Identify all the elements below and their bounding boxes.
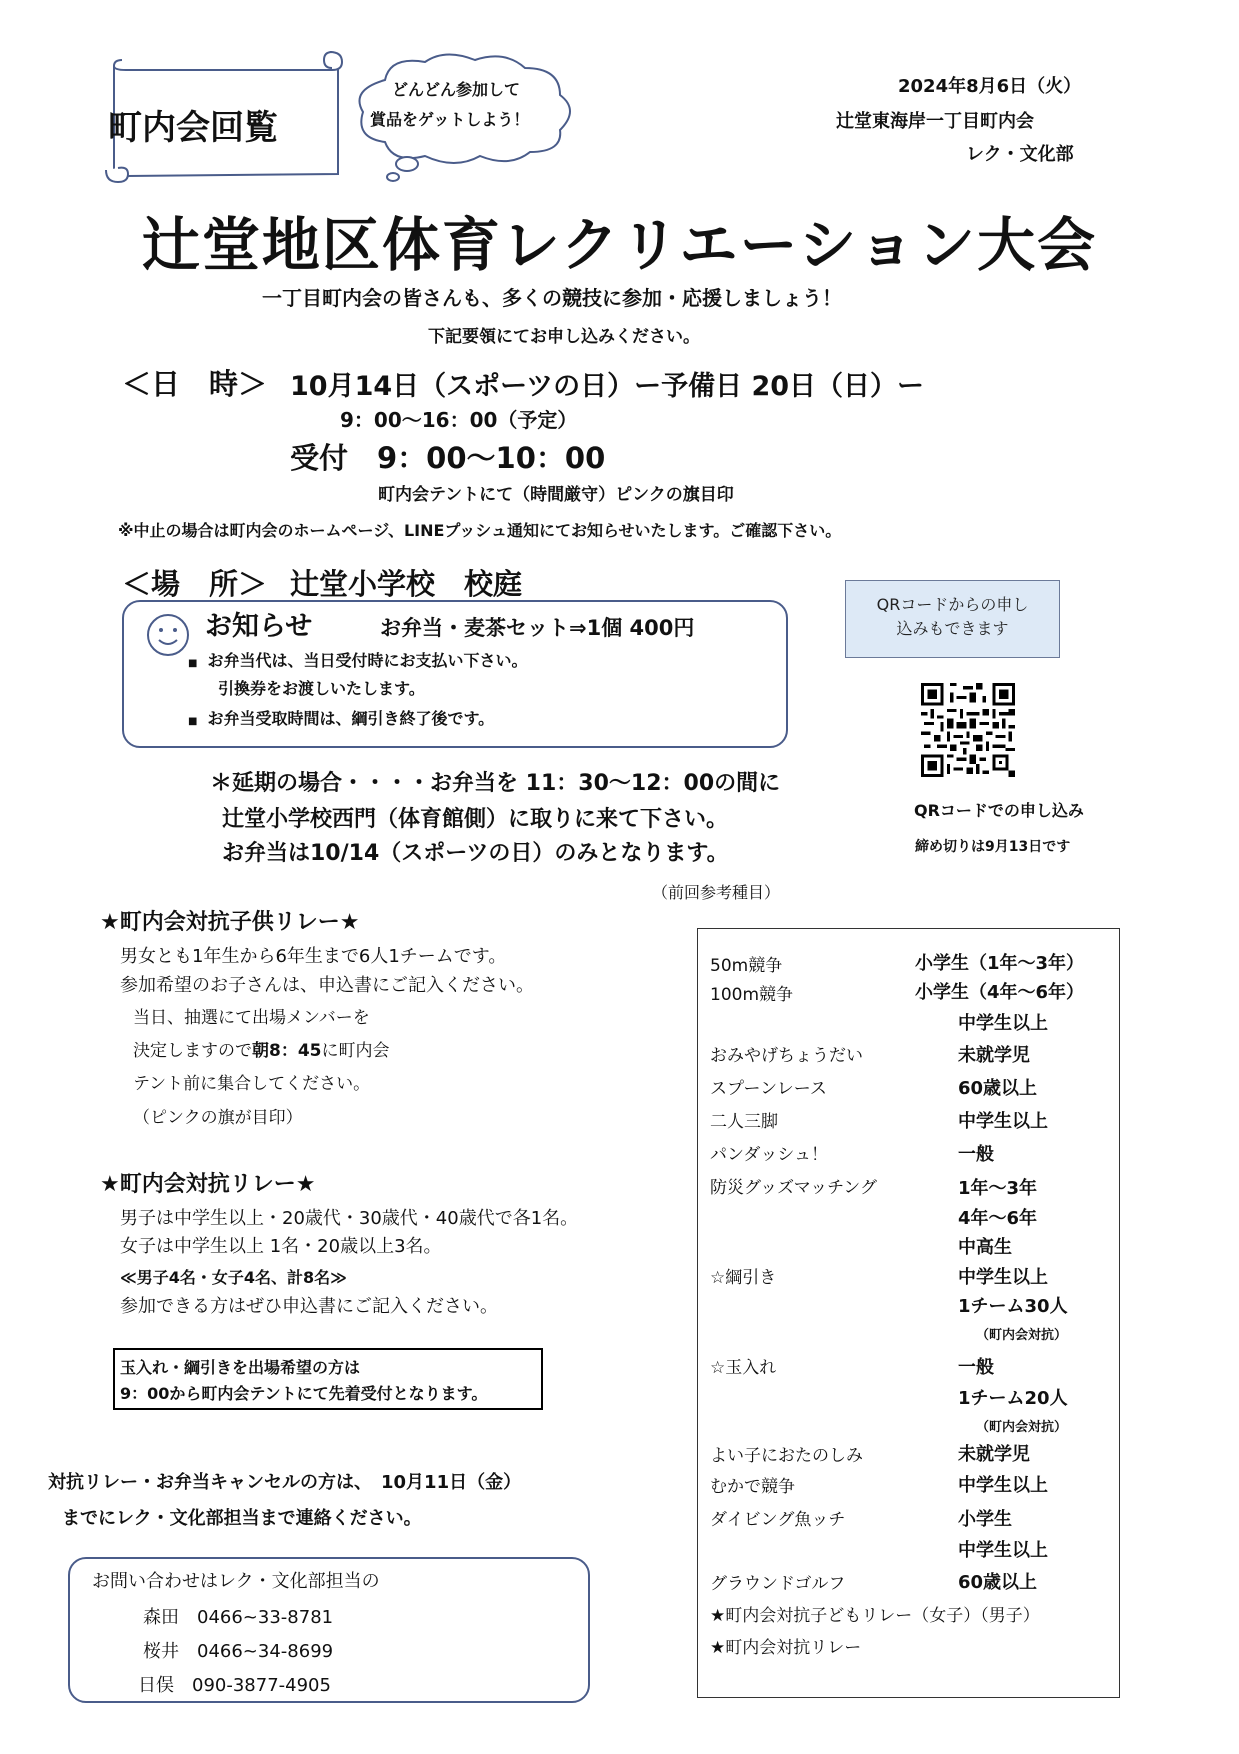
circular-label: 町内会回覧 bbox=[108, 108, 278, 148]
qr-deadline: 締め切りは9月13日です bbox=[915, 839, 1071, 855]
tama-notice-line1: 玉入れ・綱引きを出場希望の方は bbox=[120, 1358, 361, 1377]
event-category: 小学生 bbox=[958, 1509, 1012, 1530]
kids-relay-line6: （ピンクの旗が目印） bbox=[133, 1108, 303, 1128]
event-category: 中学生以上 bbox=[958, 1540, 1048, 1561]
qr-code-icon[interactable] bbox=[921, 683, 1015, 777]
venue-value: 辻堂小学校 校庭 bbox=[290, 567, 523, 601]
event-note: （町内会対抗） bbox=[976, 1420, 1068, 1435]
event-table bbox=[697, 928, 1120, 1698]
schedule-label: ＜日 時＞ bbox=[122, 367, 268, 401]
adult-relay-line2: 女子は中学生以上 1名・20歳以上3名。 bbox=[120, 1236, 442, 1257]
smiley-icon bbox=[145, 612, 191, 658]
bullet-icon: ■ bbox=[188, 716, 198, 727]
page-title: 辻堂地区体育レクリエーション大会 bbox=[141, 211, 1098, 279]
postpone-line2: 辻堂小学校西門（体育館側）に取りに来て下さい。 bbox=[222, 807, 729, 832]
notice-item-1-cont: 引換券をお渡しいたします。 bbox=[218, 679, 425, 698]
organization-name: 辻堂東海岸一丁目町内会 bbox=[836, 111, 1034, 132]
contact-intro: お問い合わせはレク・文化部担当の bbox=[92, 1571, 380, 1592]
schedule-time: 9：00～16：00（予定） bbox=[340, 408, 578, 432]
adult-relay-title: ★町内会対抗リレー★ bbox=[100, 1172, 316, 1197]
department-name: レク・文化部 bbox=[966, 144, 1074, 165]
event-name: ☆玉入れ bbox=[710, 1358, 777, 1378]
event-category: 中学生以上 bbox=[958, 1267, 1048, 1288]
event-category: 一般 bbox=[958, 1144, 994, 1165]
tama-notice-line2: 9：00から町内会テントにて先着受付となります。 bbox=[120, 1384, 488, 1403]
cloud-text-line1: どんどん参加して bbox=[392, 80, 521, 99]
event-category: 1年～3年 bbox=[958, 1178, 1038, 1199]
event-name: 100m競争 bbox=[710, 985, 794, 1005]
event-name: 防災グッズマッチング bbox=[710, 1178, 877, 1198]
kids-relay-title: ★町内会対抗子供リレー★ bbox=[100, 910, 360, 935]
qr-label: QRコードでの申し込み bbox=[914, 801, 1084, 820]
cloud-text-line2: 賞品をゲットしよう！ bbox=[370, 110, 530, 129]
cancel-contact-line2: までにレク・文化部担当まで連絡ください。 bbox=[62, 1508, 422, 1529]
bento-price: お弁当・麦茶セット⇒1個 400円 bbox=[380, 616, 695, 640]
event-name: ダイビング魚ッチ bbox=[710, 1510, 846, 1530]
event-name: パンダッシュ！ bbox=[710, 1145, 828, 1165]
event-category: 4年～6年 bbox=[958, 1208, 1038, 1229]
event-category: 中学生以上 bbox=[958, 1111, 1048, 1132]
event-category: 小学生（4年～6年） bbox=[915, 982, 1085, 1003]
kids-relay-line3: 当日、抽選にて出場メンバーを bbox=[133, 1008, 370, 1028]
table-caption: （前回参考種目） bbox=[652, 883, 781, 902]
contact-person-3: 日俣 090-3877-4905 bbox=[138, 1675, 331, 1696]
postpone-line3: お弁当は10/14（スポーツの日）のみとなります。 bbox=[222, 841, 729, 866]
contact-person-2: 桜井 0466~34-8699 bbox=[143, 1641, 334, 1662]
adult-relay-line4: 参加できる方はぜひ申込書にご記入ください。 bbox=[120, 1296, 498, 1317]
notice-item-2: ■ お弁当受取時間は、綱引き終了後です。 bbox=[188, 709, 495, 728]
event-name: 50m競争 bbox=[710, 956, 783, 976]
notice-item-1: ■ お弁当代は、当日受付時にお支払い下さい。 bbox=[188, 651, 528, 670]
event-name: よい子におたのしみ bbox=[710, 1446, 863, 1466]
event-category: 小学生（1年～3年） bbox=[915, 953, 1085, 974]
event-category: 未就学児 bbox=[958, 1444, 1030, 1465]
event-category: 1チーム20人 bbox=[958, 1388, 1068, 1409]
reception-note: 町内会テントにて（時間厳守）ピンクの旗目印 bbox=[378, 485, 734, 505]
adult-relay-line1: 男子は中学生以上・20歳代・30歳代・40歳代で各1名。 bbox=[120, 1208, 579, 1229]
issue-date: 2024年8月6日（火） bbox=[898, 76, 1082, 97]
event-name: むかで競争 bbox=[710, 1477, 795, 1497]
intro-line2: 下記要領にてお申し込みください。 bbox=[428, 327, 700, 347]
qr-callout-line2: 込みもできます bbox=[896, 619, 1009, 638]
schedule-date: 10月14日（スポーツの日）ー予備日 20日（日）ー bbox=[290, 371, 925, 402]
event-category: 1チーム30人 bbox=[958, 1296, 1068, 1317]
kids-relay-line5: テント前に集合してください。 bbox=[133, 1074, 371, 1094]
event-category: 60歳以上 bbox=[958, 1572, 1038, 1593]
event-category: 未就学児 bbox=[958, 1045, 1030, 1066]
qr-callout-line1: QRコードからの申し bbox=[876, 595, 1029, 614]
kids-relay-line1: 男女とも1年生から6年生まで6人1チームです。 bbox=[120, 946, 507, 967]
event-name: グラウンドゴルフ bbox=[710, 1574, 846, 1594]
venue-label: ＜場 所＞ bbox=[122, 567, 268, 601]
event-category: 60歳以上 bbox=[958, 1078, 1038, 1099]
kids-relay-line2: 参加希望のお子さんは、申込書にご記入ください。 bbox=[120, 975, 534, 996]
event-name: ★町内会対抗子どもリレー（女子）（男子） bbox=[710, 1606, 1040, 1626]
contact-person-1: 森田 0466~33-8781 bbox=[143, 1607, 334, 1628]
event-name: おみやげちょうだい bbox=[710, 1046, 863, 1066]
event-name: スプーンレース bbox=[710, 1079, 827, 1099]
event-category: 一般 bbox=[958, 1357, 994, 1378]
event-name: ★町内会対抗リレー bbox=[710, 1638, 862, 1658]
event-name: 二人三脚 bbox=[710, 1112, 778, 1132]
postpone-line1: ＊延期の場合・・・・お弁当を 11：30～12：00の間に bbox=[210, 771, 781, 796]
adult-relay-line3: ≪男子4名・女子4名、計8名≫ bbox=[120, 1268, 347, 1287]
cancellation-note: ※中止の場合は町内会のホームページ、LINEプッシュ通知にてお知らせいたします。ご確認下さい。 bbox=[118, 521, 842, 540]
notice-title: お知らせ bbox=[205, 611, 313, 642]
reception-time: 受付 9：00～10：00 bbox=[290, 441, 606, 475]
event-category: 中高生 bbox=[958, 1237, 1012, 1258]
intro-line1: 一丁目町内会の皆さんも、多くの競技に参加・応援しましょう！ bbox=[262, 286, 842, 310]
bullet-icon: ■ bbox=[188, 658, 198, 669]
event-category: 中学生以上 bbox=[958, 1475, 1048, 1496]
qr-callout bbox=[845, 580, 1060, 658]
cancel-contact-line1: 対抗リレー・お弁当キャンセルの方は、 10月11日（金） bbox=[48, 1472, 522, 1493]
kids-relay-line4: 決定しますので朝8：45に町内会 bbox=[133, 1041, 390, 1061]
event-category: 中学生以上 bbox=[958, 1013, 1048, 1034]
event-name: ☆綱引き bbox=[710, 1268, 777, 1288]
event-note: （町内会対抗） bbox=[976, 1328, 1068, 1343]
